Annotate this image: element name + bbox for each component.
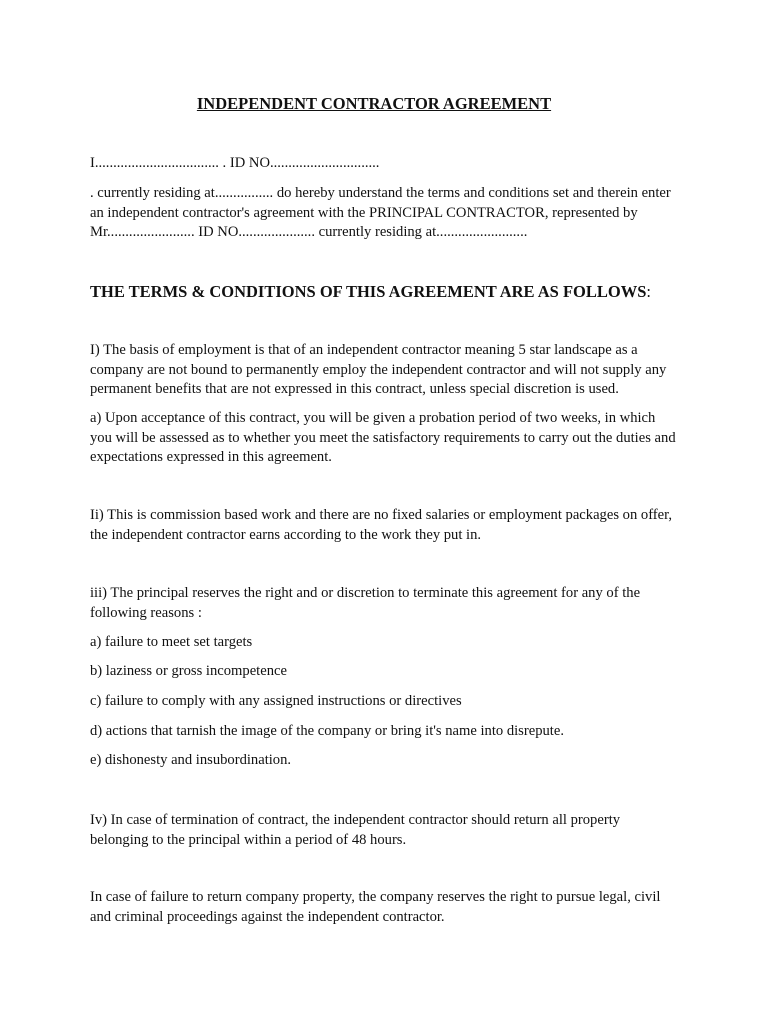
terms-heading xyxy=(90,281,690,303)
reason-item: b) laziness or gross incompetence xyxy=(90,663,287,679)
clause-1a: a) Upon acceptance of this contract, you will be given a probation period of two weeks, in which you will be assessed as to whether you meet the satisfactory requirements to carry out the duties and expectations expressed in this agreement. xyxy=(90,410,676,465)
reason-item: d) actions that tarnish the image of the company or bring it's name into disrepute. xyxy=(90,723,564,739)
clause-2: Ii) This is commission based work and there are no fixed salaries or employment packages on offer, the independent contractor earns according to the work they put in. xyxy=(90,507,673,543)
clause-4: Iv) In case of termination of contract, the independent contractor should return all property belonging to the principal within a period of 48 hours. xyxy=(90,812,621,848)
clause-5: In case of failure to return company property, the company reserves the right to pursue legal, civil and criminal proceedings against the independent contractor. xyxy=(90,889,661,925)
terms-heading-colon: : xyxy=(646,282,651,301)
document-title: INDEPENDENT CONTRACTOR AGREEMENT xyxy=(196,94,552,113)
reason-item: c) failure to comply with any assigned instructions or directives xyxy=(90,693,462,709)
intro-paragraph: . currently residing at................ do hereby understand the terms and conditions set and therein enter an independent contractor's agreement with the PRINCIPAL CONTRACTOR, represented by Mr........................ ID NO..................... currently residing at......................... xyxy=(90,185,671,240)
reason-item: e) dishonesty and insubordination. xyxy=(90,752,292,768)
clause-3: iii) The principal reserves the right and or discretion to terminate this agreement for any of the following reasons : xyxy=(90,585,641,621)
intro-line-1: I.................................. . ID NO.............................. xyxy=(90,155,380,171)
terms-heading-text: THE TERMS & CONDITIONS OF THIS AGREEMENT ARE AS FOLLOWS xyxy=(90,282,647,301)
reason-item: a) failure to meet set targets xyxy=(90,634,253,650)
clause-1: I) The basis of employment is that of an independent contractor meaning 5 star landscape as a company are not bound to permanently employ the independent contractor and will not supply any permanent benefits that are not expressed in this contract, unless special discretion is used. xyxy=(90,342,667,397)
